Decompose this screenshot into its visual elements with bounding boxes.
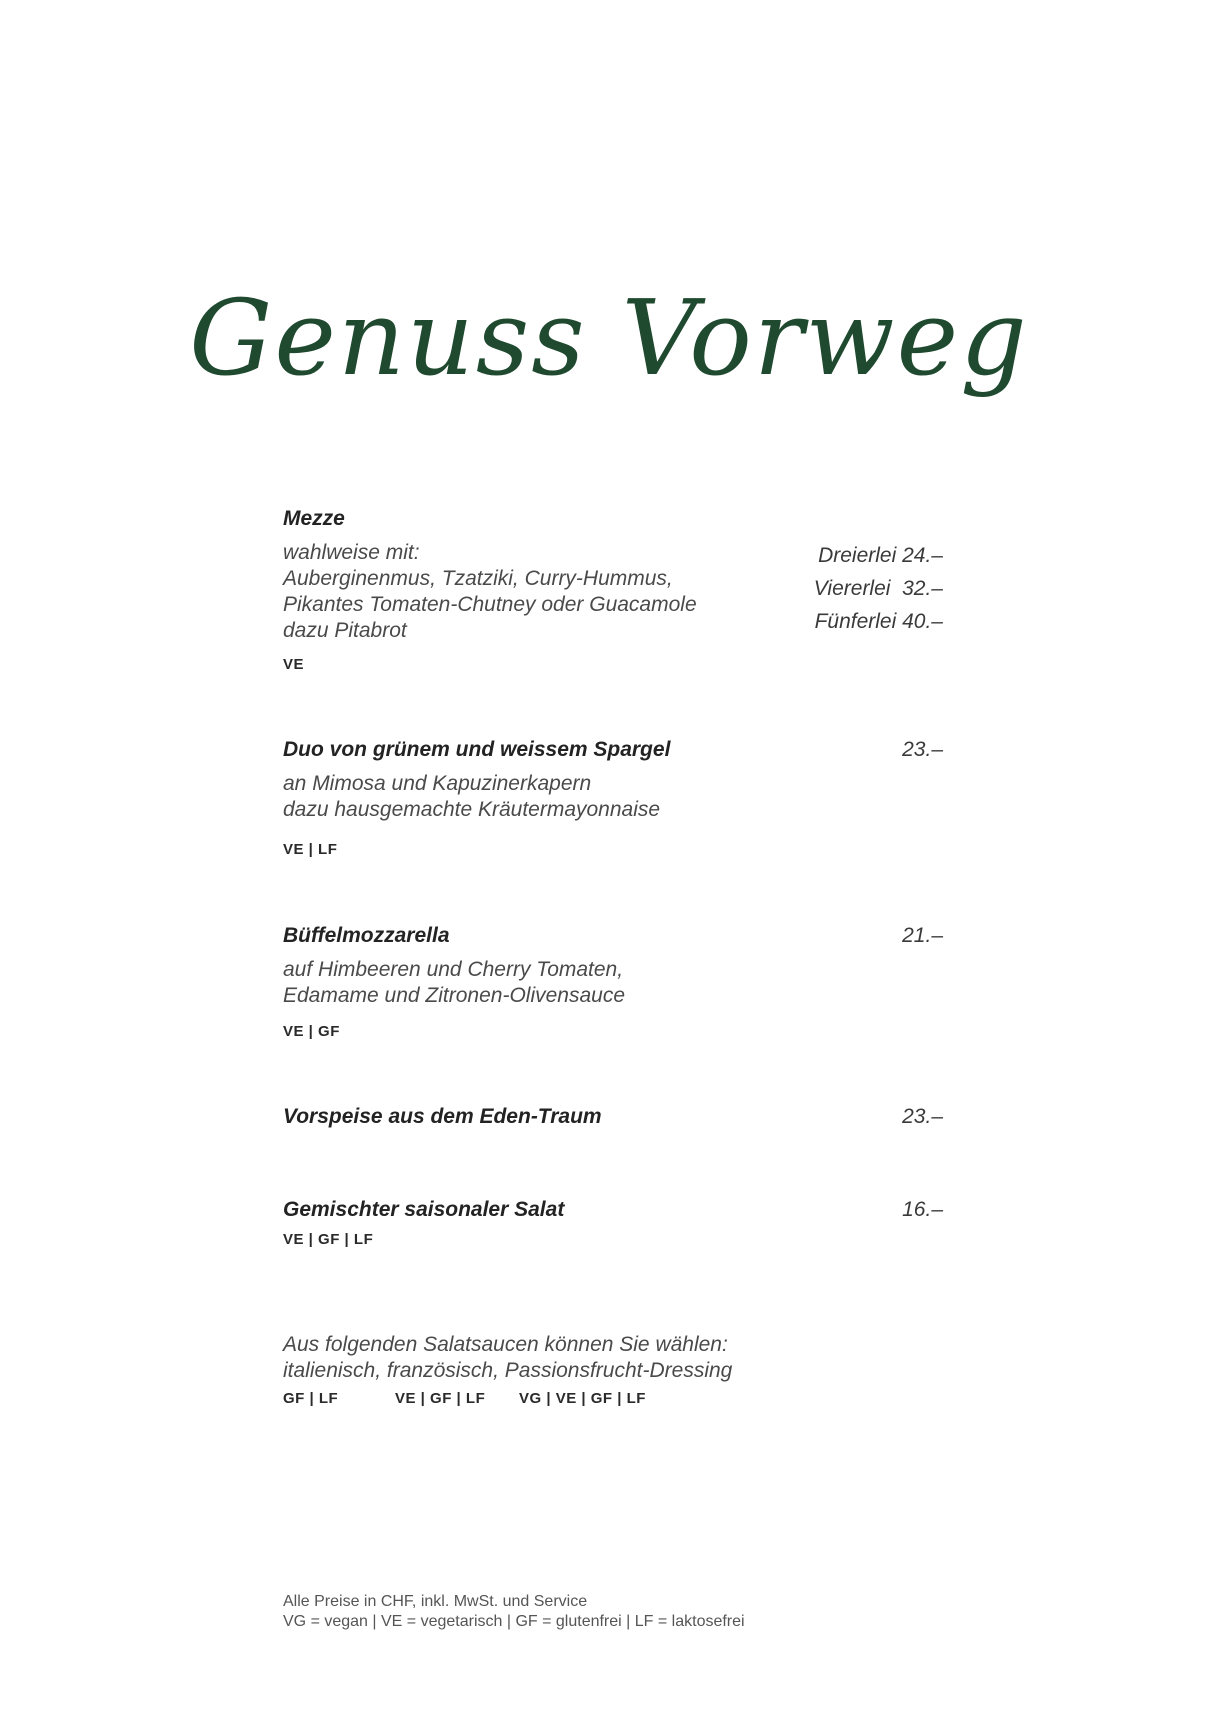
item-name: Büffelmozzarella [283,924,450,947]
item-description [283,957,943,1009]
item-price: 23.– [902,738,943,761]
item-name: Gemischter saisonaler Salat [283,1198,565,1221]
menu-item-salat [283,1197,943,1249]
description-line: dazu hausgemachte Kräutermayonnaise [283,798,661,821]
menu-item-bueffelmozzarella [283,923,943,1041]
sauce-tag: VE | GF | LF [395,1390,486,1407]
sauce-tag: VG | VE | GF | LF [519,1390,646,1407]
dietary-tags: VE | GF | LF [283,1231,374,1248]
salad-sauces [283,1332,943,1384]
item-price: 16.– [902,1198,943,1221]
price-options [814,539,943,638]
description-line: dazu Pitabrot [283,619,407,642]
dietary-tags: VE [283,656,305,673]
sauces-line: italienisch, französisch, Passionsfrucht-Dressing [283,1359,733,1382]
description-line: an Mimosa und Kapuzinerkapern [283,772,592,795]
item-price: 21.– [902,924,943,947]
description-line: Pikantes Tomaten-Chutney oder Guacamole [283,593,697,616]
item-name: Vorspeise aus dem Eden-Traum [283,1105,602,1128]
footer-notes [283,1592,745,1632]
description-line: wahlweise mit: [283,541,420,564]
price-option: Viererlei 32.– [813,577,943,600]
sauce-tag: GF | LF [283,1390,339,1407]
item-description [283,771,943,823]
sauces-description [283,1332,943,1384]
menu-item-mezze [283,506,943,674]
sauces-line: Aus folgenden Salatsaucen können Sie wählen: [283,1333,728,1356]
menu-item-vorspeise [283,1104,943,1130]
dietary-tags: VE | LF [283,841,338,858]
footer-line: Alle Preise in CHF, inkl. MwSt. und Service [283,1593,588,1610]
dietary-tags: VE | GF [283,1023,340,1040]
page-title: Genuss Vorweg [189,277,1029,399]
description-line: auf Himbeeren und Cherry Tomaten, [283,958,624,981]
item-name: Duo von grünem und weissem Spargel [283,738,671,761]
description-line: Auberginenmus, Tzatziki, Curry-Hummus, [283,567,673,590]
item-name: Mezze [283,507,345,530]
price-option: Fünferlei 40.– [814,610,943,633]
description-line: Edamame und Zitronen-Olivensauce [283,984,626,1007]
price-option: Dreierlei 24.– [818,544,943,567]
menu-item-spargel [283,737,943,859]
item-price: 23.– [902,1105,943,1128]
footer-line: VG = vegan | VE = vegetarisch | GF = glutenfrei | LF = laktosefrei [283,1613,745,1630]
